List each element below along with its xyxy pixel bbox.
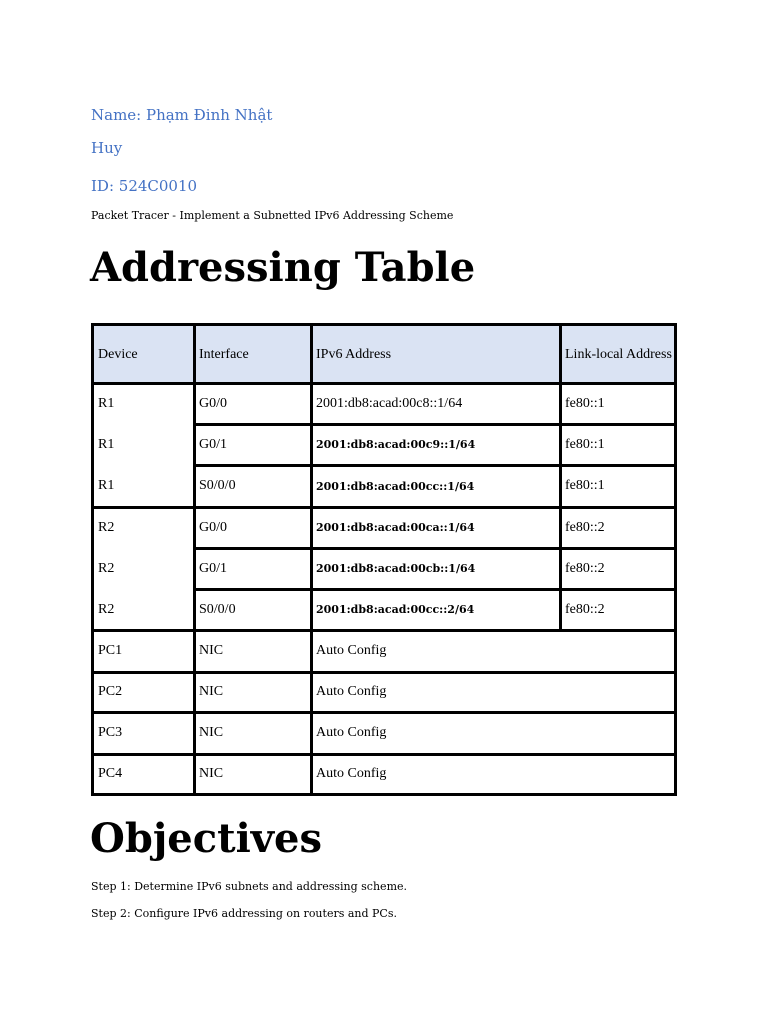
student-id: ID: 524C0010: [91, 177, 198, 195]
table-divider: [94, 671, 674, 674]
table-cell-ipv6: Auto Config: [316, 765, 387, 781]
table-cell-ipv6: 2001:db8:acad:00cc::2/64: [316, 603, 475, 616]
table-cell-ipv6: Auto Config: [316, 643, 387, 658]
table-cell-device: R1: [98, 436, 115, 452]
table-cell-device: R2: [98, 519, 115, 535]
table-cell-device: R2: [98, 560, 115, 576]
table-cell-interface: G0/1: [199, 436, 227, 452]
table-cell-link-local: fe80::1: [565, 436, 605, 452]
column-header-interface: Interface: [195, 326, 312, 383]
objective-step-1: Step 1: Determine IPv6 subnets and addressing scheme.: [91, 880, 408, 893]
table-cell-interface: G0/0: [199, 395, 227, 411]
table-cell-link-local: fe80::2: [565, 601, 605, 617]
student-name-line-1: Name: Phạm Đinh Nhật: [91, 106, 273, 124]
table-cell-interface: NIC: [199, 643, 224, 658]
table-cell-device: R2: [98, 601, 115, 617]
table-divider: [94, 506, 674, 509]
table-cell-device: R1: [98, 395, 115, 411]
table-cell-ipv6: Auto Config: [316, 684, 387, 699]
table-cell-interface: S0/0/0: [199, 478, 236, 493]
table-divider: [195, 547, 674, 550]
table-divider: [195, 423, 674, 426]
addressing-table-heading: Addressing Table: [90, 244, 476, 291]
objectives-heading: Objectives: [90, 815, 322, 862]
table-divider: [195, 588, 674, 591]
table-divider: [94, 629, 674, 632]
table-cell-interface: G0/1: [199, 560, 227, 576]
table-divider: [94, 753, 674, 756]
table-cell-interface: NIC: [199, 725, 224, 740]
table-cell-device: PC2: [98, 684, 123, 699]
objective-step-2: Step 2: Configure IPv6 addressing on routers and PCs.: [91, 907, 397, 920]
table-cell-interface: NIC: [199, 684, 224, 699]
addressing-table: [91, 323, 677, 796]
table-cell-ipv6: 2001:db8:acad:00cb::1/64: [316, 562, 476, 575]
table-cell-device: R1: [98, 478, 115, 493]
table-cell-link-local: fe80::2: [565, 519, 605, 535]
table-cell-interface: NIC: [199, 765, 224, 781]
table-cell-interface: S0/0/0: [199, 601, 236, 617]
column-header-device: Device: [94, 326, 195, 383]
table-divider: [559, 326, 562, 631]
table-cell-device: PC3: [98, 725, 123, 740]
table-cell-ipv6: 2001:db8:acad:00c9::1/64: [316, 438, 476, 451]
column-header-link-local: Link-local Address: [561, 326, 674, 383]
table-cell-link-local: fe80::1: [565, 395, 605, 411]
table-cell-device: PC1: [98, 643, 123, 658]
table-divider: [195, 464, 674, 467]
column-header-ipv6-address: IPv6 Address: [312, 326, 561, 383]
table-cell-ipv6: Auto Config: [316, 725, 387, 740]
table-divider: [193, 326, 196, 793]
student-name-line-2: Huy: [91, 139, 123, 157]
table-cell-link-local: fe80::2: [565, 560, 605, 576]
table-divider: [310, 326, 313, 793]
table-cell-ipv6: 2001:db8:acad:00c8::1/64: [316, 395, 463, 411]
table-cell-device: PC4: [98, 765, 123, 781]
table-cell-interface: G0/0: [199, 519, 227, 535]
table-cell-ipv6: 2001:db8:acad:00ca::1/64: [316, 521, 475, 534]
table-cell-ipv6: 2001:db8:acad:00cc::1/64: [316, 479, 475, 493]
table-divider: [94, 382, 674, 385]
document-subtitle: Packet Tracer - Implement a Subnetted IPv6 Addressing Scheme: [91, 209, 454, 222]
table-cell-link-local: fe80::1: [565, 478, 605, 493]
table-divider: [94, 711, 674, 714]
